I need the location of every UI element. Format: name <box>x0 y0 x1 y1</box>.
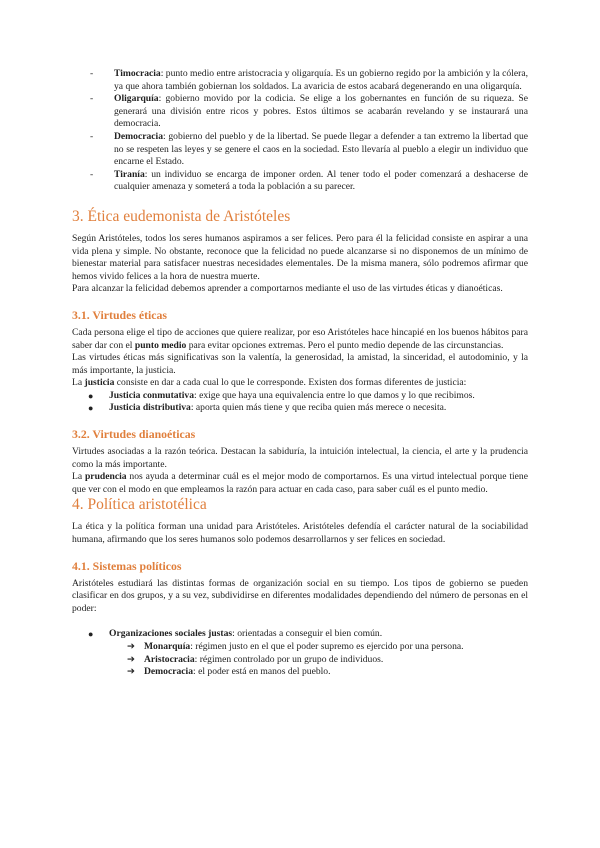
term: Democracia <box>144 666 194 678</box>
dash-marker: - <box>90 130 94 142</box>
dash-marker: - <box>90 168 94 180</box>
section-3-2-heading: 3.2. Virtudes dianoéticas <box>72 427 196 442</box>
section-3-heading: 3. Ética eudemonista de Aristóteles <box>72 207 291 225</box>
political-systems-list <box>72 628 528 678</box>
text-run: La <box>72 471 85 483</box>
government-forms-list <box>72 68 528 194</box>
key-term: prudencia <box>84 471 127 483</box>
key-term: punto medio <box>134 339 187 351</box>
term: Aristocracia <box>144 653 195 665</box>
term: Timocracia <box>114 68 161 79</box>
text-run: La <box>72 377 85 389</box>
list-item <box>72 402 528 415</box>
arrow-marker: ➔ <box>127 641 136 652</box>
term: Organizaciones sociales justas <box>109 628 233 640</box>
definition: : régimen controlado por un grupo de individuos. <box>194 653 384 665</box>
term: Oligarquía <box>114 93 159 105</box>
section-4-1-heading: 4.1. Sistemas políticos <box>72 558 182 573</box>
term: Monarquía <box>144 641 191 652</box>
definition: : régimen justo en el que el poder supremo es ejercido por una persona. <box>190 641 464 652</box>
definition: : punto medio entre aristocracia y oligarquía. Es un gobierno regido por la ambición y la cólera, ya que ahora también gobiernan los soldados. La avaricia de estos acabará degenerando en una oligarquía. <box>114 68 528 92</box>
definition: : exige que haya una equivalencia entre lo que damos y lo que recibimos. <box>194 389 475 401</box>
section-3-2-paragraph-2 <box>72 471 528 496</box>
text-run: consiste en dar a cada cual lo que le corresponde. Existen dos formas diferentes de justicia: <box>114 377 467 389</box>
term: Justicia distributiva <box>109 402 191 414</box>
section-4-paragraph-1: La ética y la política forman una unidad para Aristóteles. Aristóteles defendía el carácter natural de la sociabilidad humana, afirmando que los seres humanos solo podemos desarrollarnos y ser felices en sociedad. <box>72 521 528 546</box>
arrow-marker: ➔ <box>127 653 136 665</box>
dash-marker: - <box>90 93 94 105</box>
list-item <box>72 390 528 403</box>
section-4-1-paragraph-1: Aristóteles estudiará las distintas formas de organización social en su tiempo. Los tipos de gobierno se pueden clasificar en dos grupos, y a su vez, subdividirse en diferentes modalidades dependiendo del número de personas en el poder: <box>72 577 528 614</box>
list-item <box>72 68 528 93</box>
text-run: para evitar opciones extremas. Pero el punto medio depende de las circunstancias. <box>186 339 504 351</box>
bullet-marker: ● <box>88 403 94 414</box>
list-item <box>72 93 528 131</box>
key-term: justicia <box>84 377 115 389</box>
section-3-1-heading: 3.1. Virtudes éticas <box>72 307 168 322</box>
definition: : gobierno movido por la codicia. Se elige a los gobernantes en función de su riqueza. Se generará una división entre ricos y pobres. Estos últimos se acabarán revelando y se instaurará una democracia. <box>114 93 528 130</box>
definition: : el poder está en manos del pueblo. <box>193 666 331 678</box>
sub-list-item <box>72 654 528 667</box>
arrow-marker: ➔ <box>127 666 136 678</box>
sub-list-item <box>72 666 528 679</box>
justice-types-list <box>72 390 528 415</box>
term: Democracia <box>114 130 164 142</box>
text-run: Cada persona elige el tipo de acciones que quiere realizar, por eso Aristóteles hace hincapié en los buenos hábitos para saber dar con el <box>72 326 528 351</box>
section-3-paragraph-1: Según Aristóteles, todos los seres humanos aspiramos a ser felices. Pero para él la felicidad consiste en aspirar a una vida plena y simple. No obstante, reconoce que la felicidad no puede alcanzarse si no disponemos de un mínimo de bienestar material para satisfacer nuestras necesidades elementales. De la misma manera, sólo podremos afirmar que hemos vivido felices a la hora de nuestra muerte. <box>72 232 528 282</box>
section-3-paragraph-2: Para alcanzar la felicidad debemos aprender a comportarnos mediante el uso de las virtudes éticas y dianoéticas. <box>72 283 503 295</box>
list-item <box>72 131 528 169</box>
bullet-marker: ● <box>88 629 94 640</box>
definition: : aporta quien más tiene y que reciba quien más merece o necesita. <box>190 402 447 414</box>
sub-list-item <box>72 641 528 654</box>
section-3-1-paragraph-3 <box>72 377 528 390</box>
definition: : un individuo se encarga de imponer orden. Al tener todo el poder comenzará a deshacerse de cualquier amenaza y someterá a toda la población a su parecer. <box>114 168 528 193</box>
page-content <box>72 68 528 679</box>
bullet-marker: ● <box>88 390 94 401</box>
term: Justicia conmutativa <box>109 389 195 401</box>
dash-marker: - <box>90 68 94 79</box>
list-item <box>72 628 528 641</box>
definition: : gobierno del pueblo y de la libertad. Se puede llegar a defender a tan extremo la libertad que no se respeten las leyes y se genere el caos en la sociedad. Esto llevaría al pueblo a elegir un individuo que encarne el Estado. <box>114 130 528 168</box>
section-3-2-paragraph-1: Virtudes asociadas a la razón teórica. Destacan la sabiduría, la intuición intelectual, la ciencia, el arte y la prudencia como la más importante. <box>72 446 528 470</box>
text-run: nos ayuda a determinar cuál es el mejor modo de comportarnos. Es una virtud intelectual porque tiene que ver con el modo en que empleamos la razón para actuar en cada caso, para saber cuál es el punto medio. <box>72 471 528 495</box>
term: Tiranía <box>114 168 145 180</box>
section-3-1-paragraph-2: Las virtudes éticas más significativas son la valentía, la generosidad, la amistad, la sinceridad, el autodominio, y la más importante, la justicia. <box>72 352 528 376</box>
definition: : orientadas a conseguir el bien común. <box>232 628 383 640</box>
section-3-1-paragraph-1 <box>72 327 528 352</box>
section-4-heading: 4. Política aristotélica <box>72 496 207 514</box>
list-item <box>72 169 528 194</box>
